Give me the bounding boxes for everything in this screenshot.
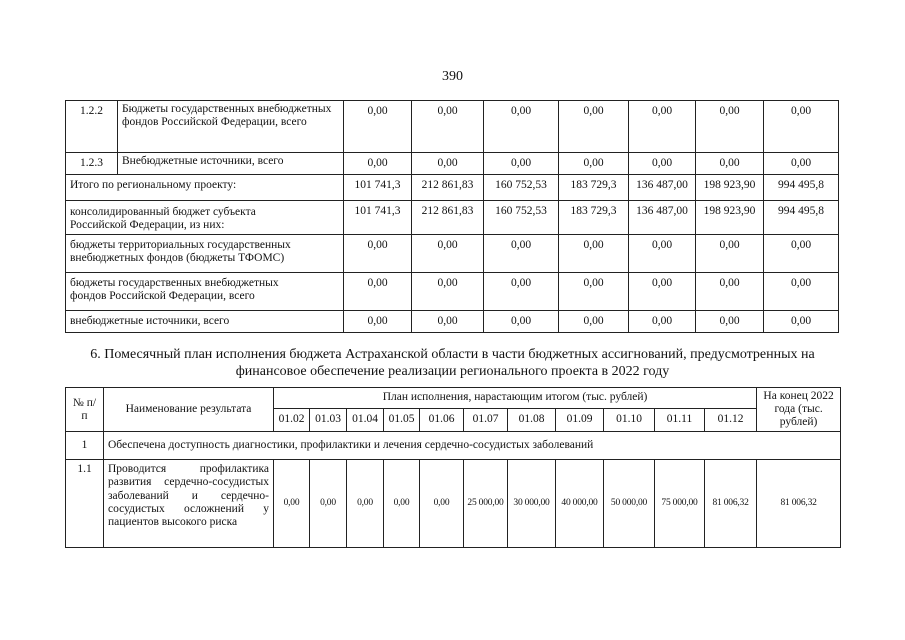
header-row [66,388,841,409]
value-cell: 101 741,3 [344,201,412,235]
value-cell: 0,00 [559,311,629,333]
value-cell: 0,00 [629,273,696,311]
value-cell: 0,00 [629,153,696,175]
value-cell: 183 729,3 [559,201,629,235]
value-cell: 136 487,00 [629,175,696,201]
value-cell: 0,00 [696,153,764,175]
row-label: бюджеты территориальных государственных внебюджетных фондов (бюджеты ТФОМС) [66,235,344,273]
row-label: Итого по региональному проекту: [66,175,344,201]
value-cell: 0,00 [559,101,629,153]
value-cell: 0,00 [484,273,559,311]
monthly-plan-table [65,387,841,548]
value-cell: 0,00 [412,101,484,153]
value-cell: 0,00 [764,273,839,311]
value-cell: 0,00 [484,235,559,273]
value-cell: 994 495,8 [764,175,839,201]
value-cell: 0,00 [412,311,484,333]
month-header: 01.10 [604,408,655,431]
month-header: 01.03 [310,408,347,431]
month-value: 0,00 [310,460,347,548]
value-cell: 0,00 [344,153,412,175]
value-cell: 994 495,8 [764,201,839,235]
row-label: консолидированный бюджет субъекта Российской Федерации, из них: [66,201,344,235]
value-cell: 0,00 [764,311,839,333]
month-value: 81 006,32 [705,460,757,548]
page-number: 390 [442,69,463,84]
value-cell: 0,00 [696,101,764,153]
row-label: бюджеты государственных внебюджетных фондов Российской Федерации, всего [66,273,344,311]
value-cell: 0,00 [344,235,412,273]
month-header: 01.02 [274,408,310,431]
header-plan: План исполнения, нарастающим итогом (тыс. рублей) [274,388,757,409]
table-row [66,201,839,235]
table-row [66,101,839,153]
month-header: 01.12 [705,408,757,431]
value-cell: 0,00 [559,273,629,311]
result-name: Проводится профилактика развития сердечно-сосудистых заболеваний и сердечно-сосудистых осложнений у пациентов высокого риска [104,460,274,548]
month-header: 01.04 [347,408,384,431]
value-cell: 160 752,53 [484,175,559,201]
row-code: 1.2.3 [66,153,118,175]
month-header: 01.07 [464,408,508,431]
month-value: 0,00 [347,460,384,548]
value-cell: 0,00 [696,273,764,311]
table-row [66,311,839,333]
value-cell: 0,00 [559,153,629,175]
value-cell: 183 729,3 [559,175,629,201]
value-cell: 0,00 [344,273,412,311]
value-cell: 0,00 [559,235,629,273]
value-cell: 198 923,90 [696,201,764,235]
value-cell: 0,00 [629,311,696,333]
year-end-total: 81 006,32 [757,460,841,548]
value-cell: 0,00 [484,153,559,175]
month-header: 01.11 [655,408,705,431]
table-row [66,175,839,201]
value-cell: 0,00 [764,153,839,175]
table-row [66,235,839,273]
value-cell: 0,00 [764,101,839,153]
row-label: внебюджетные источники, всего [66,311,344,333]
group-num: 1 [66,432,104,460]
value-cell: 212 861,83 [412,201,484,235]
table-row [66,460,841,548]
table-row [66,153,839,175]
value-cell: 0,00 [629,101,696,153]
month-header: 01.08 [508,408,556,431]
section-title: 6. Помесячный план исполнения бюджета Астраханской области в части бюджетных ассигнований, предусмотренных на финансовое обеспечение реализации регионального проекта в 2022 году [90,347,815,379]
table-row [66,273,839,311]
value-cell: 0,00 [764,235,839,273]
month-value: 0,00 [274,460,310,548]
value-cell: 0,00 [484,311,559,333]
header-num: № п/п [66,388,104,432]
value-cell: 0,00 [412,273,484,311]
value-cell: 0,00 [412,153,484,175]
month-value: 25 000,00 [464,460,508,548]
header-end: На конец 2022 года (тыс. рублей) [757,388,841,432]
header-name: Наименование результата [104,388,274,432]
month-value: 30 000,00 [508,460,556,548]
value-cell: 0,00 [344,311,412,333]
row-num: 1.1 [66,460,104,548]
value-cell: 0,00 [629,235,696,273]
month-value: 0,00 [420,460,464,548]
value-cell: 0,00 [696,235,764,273]
value-cell: 136 487,00 [629,201,696,235]
row-label: Бюджеты государственных внебюджетных фондов Российской Федерации, всего [118,101,344,153]
month-value: 75 000,00 [655,460,705,548]
row-code: 1.2.2 [66,101,118,153]
month-header: 01.09 [556,408,604,431]
row-label: Внебюджетные источники, всего [118,153,344,175]
value-cell: 198 923,90 [696,175,764,201]
month-value: 40 000,00 [556,460,604,548]
group-row [66,432,841,460]
month-value: 50 000,00 [604,460,655,548]
value-cell: 160 752,53 [484,201,559,235]
budget-sources-table [65,100,839,333]
month-header: 01.06 [420,408,464,431]
group-title: Обеспечена доступность диагностики, профилактики и лечения сердечно-сосудистых заболеваний [104,432,841,460]
value-cell: 0,00 [696,311,764,333]
month-header: 01.05 [384,408,420,431]
value-cell: 101 741,3 [344,175,412,201]
value-cell: 0,00 [344,101,412,153]
value-cell: 212 861,83 [412,175,484,201]
month-value: 0,00 [384,460,420,548]
value-cell: 0,00 [412,235,484,273]
value-cell: 0,00 [484,101,559,153]
